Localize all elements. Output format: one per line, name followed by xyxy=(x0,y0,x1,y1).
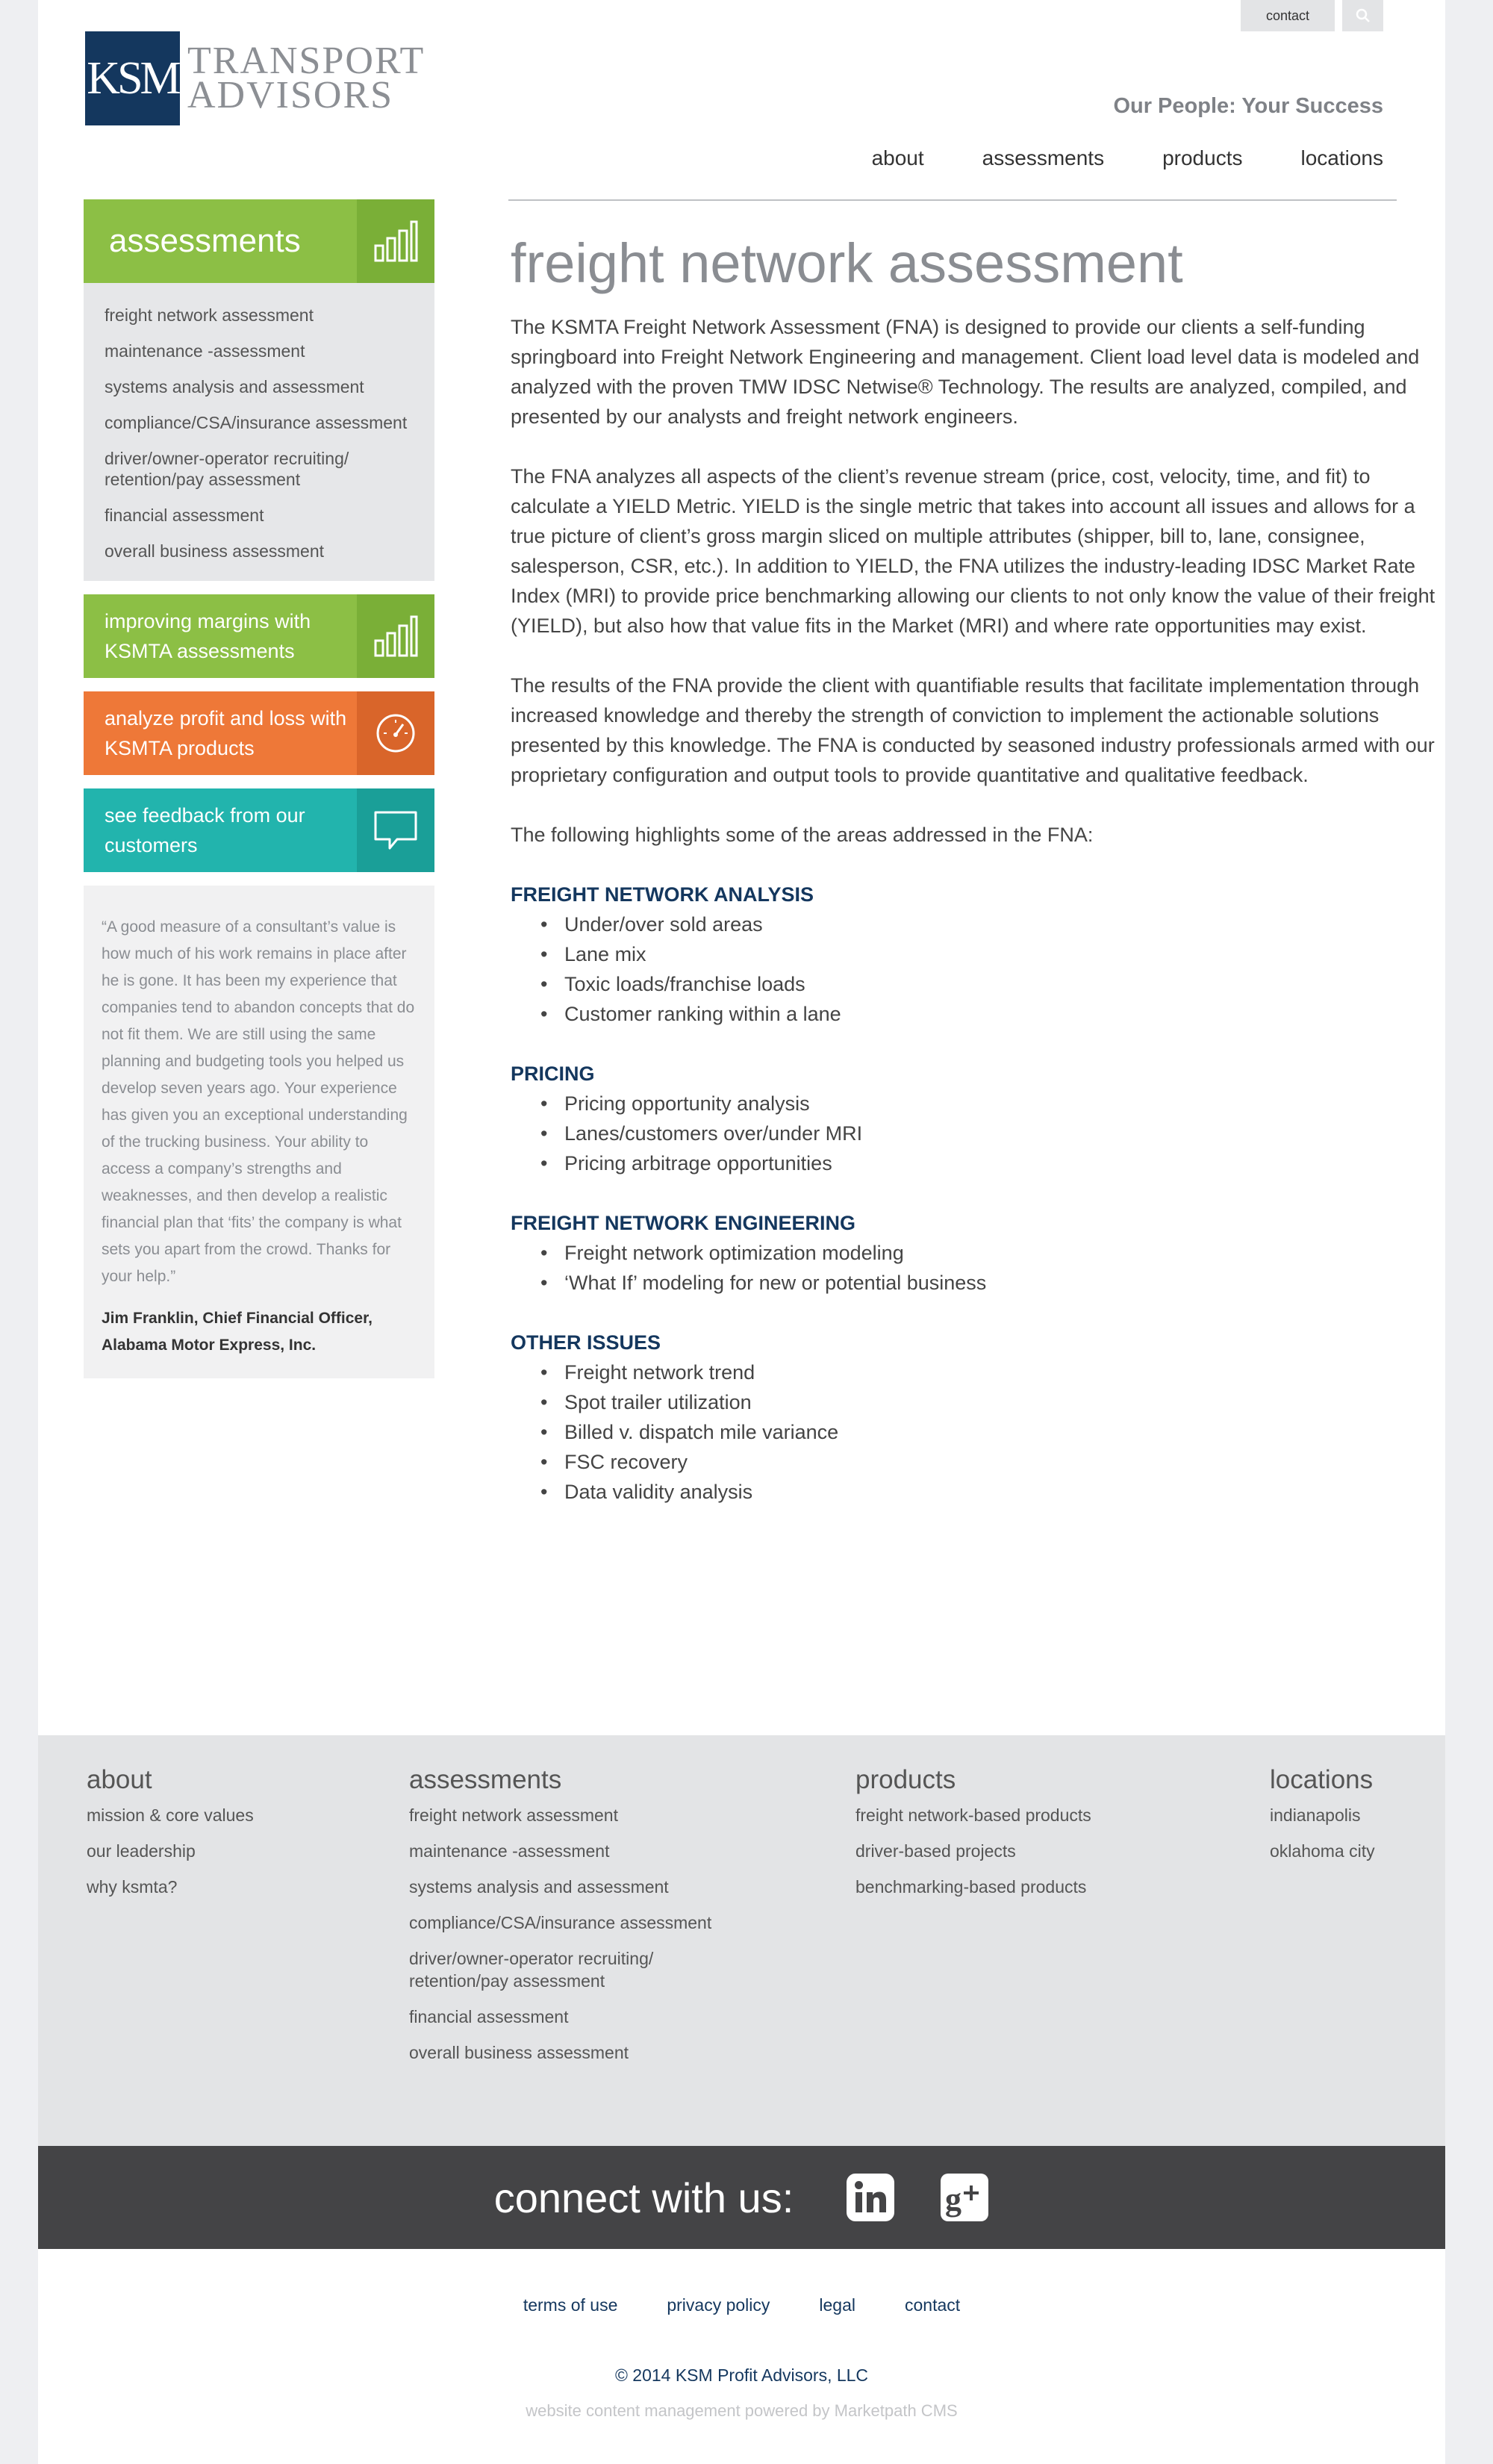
sidebar-item-overall[interactable]: overall business assessment xyxy=(105,541,325,561)
nav-about[interactable]: about xyxy=(871,146,924,169)
connect-label: connect with us: xyxy=(493,2174,794,2221)
testimonial xyxy=(84,886,434,1378)
list-item: • Freight network trend xyxy=(540,1357,1447,1387)
section-pricing xyxy=(511,1059,1447,1178)
list-item: • Lanes/customers over/under MRI xyxy=(540,1119,1447,1148)
footer-link[interactable]: compliance/CSA/insurance assessment xyxy=(409,1913,712,1932)
promo-text: analyze profit and loss with KSMTA products xyxy=(105,707,347,759)
tagline: Our People: Your Success xyxy=(1113,94,1383,118)
footer-link[interactable]: financial assessment xyxy=(409,2007,569,2026)
testimonial-author: Jim Franklin, Chief Financial Officer, Alabama Motor Express, Inc. xyxy=(102,1310,373,1354)
main-content xyxy=(511,223,1447,1507)
footer-link[interactable]: systems analysis and assessment xyxy=(409,1877,669,1897)
powered-by-link[interactable]: website content management powered by Marketpath CMS xyxy=(526,2401,958,2420)
legal-link[interactable]: legal xyxy=(819,2295,856,2315)
logo[interactable] xyxy=(85,31,425,125)
page xyxy=(38,0,1445,2464)
nav-locations[interactable]: locations xyxy=(1300,146,1383,169)
speedometer-icon xyxy=(357,691,434,775)
connect-bar xyxy=(38,2146,1445,2249)
footer-col-title[interactable]: locations xyxy=(1270,1765,1374,1794)
footer-link[interactable]: benchmarking-based products xyxy=(855,1877,1087,1897)
google-plus-icon[interactable] xyxy=(940,2173,989,2222)
footer-link[interactable]: freight network assessment xyxy=(409,1805,618,1825)
sidebar-item-systems[interactable]: systems analysis and assessment xyxy=(105,377,364,396)
list-item: • Pricing opportunity analysis xyxy=(540,1089,1447,1119)
testimonial-quote: “A good measure of a consultant’s value is how much of his work remains in place after he is gone. It has been my experience that companies tend to abandon concepts that do not fit them. We are still using the same planning and budgeting tools you helped us develop seven years ago. Your experience has given you an exceptional understanding of the trucking business. Your ability to access a company’s strengths and weaknesses, and then develop a realistic financial plan that ‘fits’ the company is what sets you apart from the crowd. Thanks for your help.” xyxy=(102,918,415,1285)
main-nav xyxy=(872,146,1383,170)
logo-line-1: TRANSPORT xyxy=(187,40,426,82)
body-paragraph: The results of the FNA provide the client with quantifiable results that facilitate implementation through increased knowledge and thereby the strength of conviction to implement the actionable solutions presented by this knowledge. The FNA is conducted by seasoned industry professionals armed with our proprietary configuration and output tools to provide quantitative and qualitative feedback. xyxy=(511,674,1435,786)
section-heading: FREIGHT NETWORK ANALYSIS xyxy=(511,883,814,906)
speech-bubble-icon xyxy=(357,788,434,872)
section-freight-network-analysis xyxy=(511,880,1447,1029)
footer-contact-link[interactable]: contact xyxy=(905,2295,961,2315)
footer-sitemap xyxy=(38,1735,1445,2146)
sidebar-item-freight-network[interactable]: freight network assessment xyxy=(105,305,314,325)
list-item: • ‘What If’ modeling for new or potential business xyxy=(540,1268,1447,1298)
promo-text: improving margins with KSMTA assessments xyxy=(105,610,311,662)
section-heading: PRICING xyxy=(511,1063,595,1085)
sidebar-list xyxy=(84,283,434,581)
list-item: • Spot trailer utilization xyxy=(540,1387,1447,1417)
footer-link[interactable]: overall business assessment xyxy=(409,2043,629,2062)
sidebar-item-compliance[interactable]: compliance/CSA/insurance assessment xyxy=(105,413,408,432)
page-title: freight network assessment xyxy=(511,232,1183,294)
footer-col-about xyxy=(87,1765,254,1911)
promo-profit-loss[interactable] xyxy=(84,691,434,775)
contact-button[interactable]: contact xyxy=(1241,0,1335,31)
nav-assessments[interactable]: assessments xyxy=(982,146,1105,169)
sidebar-item-driver[interactable]: driver/owner-operator recruiting/ retention/pay assessment xyxy=(105,449,349,489)
nav-divider xyxy=(508,199,1397,201)
section-heading: FREIGHT NETWORK ENGINEERING xyxy=(511,1212,856,1234)
highlights-intro: The following highlights some of the areas addressed in the FNA: xyxy=(511,824,1094,846)
logo-line-2: ADVISORS xyxy=(187,74,394,116)
terms-link[interactable]: terms of use xyxy=(523,2295,618,2315)
promo-improving-margins[interactable] xyxy=(84,594,434,678)
promo-text: see feedback from our customers xyxy=(105,804,305,856)
footer-link[interactable]: mission & core values xyxy=(87,1805,254,1825)
legal-links xyxy=(38,2295,1445,2315)
bar-chart-icon xyxy=(357,594,434,678)
logo-wordmark xyxy=(187,40,426,116)
search-icon xyxy=(1356,8,1371,23)
privacy-link[interactable]: privacy policy xyxy=(667,2295,770,2315)
footer-link[interactable]: why ksmta? xyxy=(87,1877,178,1897)
footer-col-title[interactable]: products xyxy=(855,1765,956,1794)
utility-bar xyxy=(1241,0,1383,31)
footer-link[interactable]: driver-based projects xyxy=(855,1841,1016,1861)
svg-text:g: g xyxy=(945,2181,962,2218)
body-paragraph: The FNA analyzes all aspects of the client’s revenue stream (price, cost, velocity, time, and fit) to calculate a YIELD Metric. YIELD is the single metric that takes into account all issues and allows for a true picture of client’s gross margin sliced on multiple attributes (shipper, bill to, lane, consignee, salesperson, CSR, etc.). In addition to YIELD, the FNA utilizes the industry-leading IDSC Market Rate Index (MRI) to provide price benchmarking allowing our clients to not only know the value of their freight (YIELD), but also how that value fits in the Market (MRI) and where rate opportunities may exist. xyxy=(511,465,1436,637)
sidebar xyxy=(84,199,434,1378)
footer-link[interactable]: indianapolis xyxy=(1270,1805,1361,1825)
list-item: • Toxic loads/franchise loads xyxy=(540,969,1447,999)
footer-link[interactable]: freight network-based products xyxy=(855,1805,1091,1825)
footer-link[interactable]: oklahoma city xyxy=(1270,1841,1375,1861)
bullet-list xyxy=(511,1089,1447,1178)
logo-mark: KSM xyxy=(85,31,180,125)
section-heading: OTHER ISSUES xyxy=(511,1331,661,1354)
bar-chart-icon xyxy=(357,199,434,283)
linkedin-icon[interactable] xyxy=(846,2173,895,2222)
footer-link[interactable]: driver/owner-operator recruiting/ retention/pay assessment xyxy=(409,1949,654,1991)
footer-link[interactable]: maintenance -assessment xyxy=(409,1841,610,1861)
footer-link[interactable]: our leadership xyxy=(87,1841,196,1861)
list-item: • Data validity analysis xyxy=(540,1477,1447,1507)
promo-feedback[interactable] xyxy=(84,788,434,872)
intro-paragraph: The KSMTA Freight Network Assessment (FNA) is designed to provide our clients a self-funding springboard into Freight Network Engineering and management. Client load level data is modeled and analyzed with the proven TMW IDSC Netwise® Technology. The results are analyzed, compiled, and presented by our analysts and freight network engineers. xyxy=(511,316,1420,428)
sidebar-title: assessments xyxy=(109,223,301,259)
list-item: • Lane mix xyxy=(540,939,1447,969)
sidebar-item-financial[interactable]: financial assessment xyxy=(105,505,264,525)
sidebar-header xyxy=(84,199,434,283)
footer-col-assessments xyxy=(409,1765,760,2077)
list-item: • Billed v. dispatch mile variance xyxy=(540,1417,1447,1447)
list-item: • Pricing arbitrage opportunities xyxy=(540,1148,1447,1178)
section-other-issues xyxy=(511,1328,1447,1507)
copyright: © 2014 KSM Profit Advisors, LLC xyxy=(614,2365,869,2385)
nav-products[interactable]: products xyxy=(1162,146,1243,169)
footer-col-products xyxy=(855,1765,1091,1911)
footer-col-locations xyxy=(1270,1765,1375,1876)
sidebar-item-maintenance[interactable]: maintenance -assessment xyxy=(105,341,305,361)
search-button[interactable] xyxy=(1342,0,1383,31)
bullet-list xyxy=(511,909,1447,1029)
footer-col-title[interactable]: assessments xyxy=(409,1765,562,1794)
list-item: • Freight network optimization modeling xyxy=(540,1238,1447,1268)
list-item: • Under/over sold areas xyxy=(540,909,1447,939)
section-freight-network-engineering xyxy=(511,1208,1447,1298)
footer-col-title[interactable]: about xyxy=(87,1765,152,1794)
bullet-list xyxy=(511,1357,1447,1507)
bullet-list xyxy=(511,1238,1447,1298)
list-item: • FSC recovery xyxy=(540,1447,1447,1477)
list-item: • Customer ranking within a lane xyxy=(540,999,1447,1029)
